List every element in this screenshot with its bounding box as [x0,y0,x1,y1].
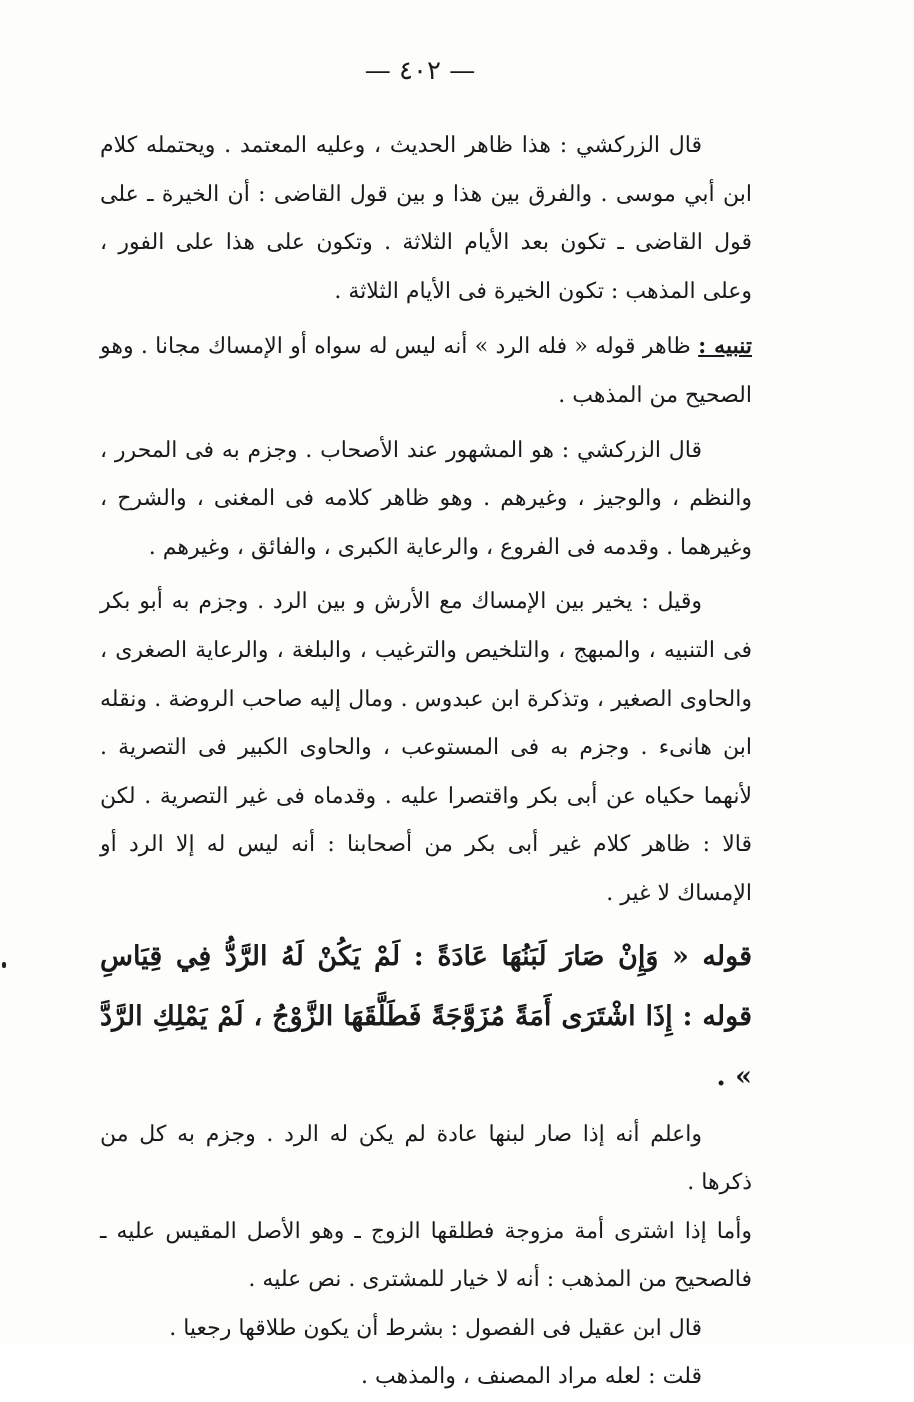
note-text: ظاهر قوله « فله الرد » أنه ليس له سواه أو الإمساك مجانا . وهو الصحيح من المذهب . [100,334,752,408]
paragraph-ibn-aqil: قال ابن عقيل فى الفصول : بشرط أن يكون طلاقها رجعيا . [169,1315,702,1341]
page-number: — ٤٠٢ — [364,56,476,86]
paragraph-wa-amma: وأما إذا اشترى أمة مزوجة فطلقها الزوج ـ وهو الأصل المقيس عليه ـ فالصحيح من المذهب : أنه لا خيار للمشترى . نص عليه . [100,1218,752,1293]
note-label: تنبيه : [698,333,752,360]
paragraph-matn-heading: قوله « وَإِنْ صَارَ لَبَنُهَا عَادَةً : لَمْ يَكُنْ لَهُ الرَّدُّ فِي قِيَاسِ قوله : إِذَا اشْتَرَى أَمَةً مُزَوَّجَةً فَطَلَّقَهَا الزَّوْجُ ، لَمْ يَمْلِكِ الرَّدَّ » . [100,940,752,1092]
paragraph-note [100,322,752,420]
page-body [100,122,752,1402]
paragraph-zarkashi-2: قال الزركشي : هو المشهور عند الأصحاب . وجزم به فى المحرر ، والنظم ، والوجيز ، وغيرهم . وهو ظاهر كلامه فى المغنى ، والشرح ، وغيرهما . وقدمه فى الفروع ، والرعاية الكبرى ، والفائق ، وغيرهم . [100,437,752,560]
margin-speck [2,962,6,968]
paragraph-qila: وقيل : يخير بين الإمساك مع الأرش و بين الرد . وجزم به أبو بكر فى التنبيه ، والمبهج ، والتلخيص والترغيب ، والبلغة ، والرعاية الصغرى ، والحاوى الصغير ، وتذكرة ابن عبدوس . ومال إليه صاحب الروضة . ونقله ابن هانىء . وجزم به فى المستوعب ، والحاوى الكبير فى التصرية . لأنهما حكياه عن أبى بكر واقتصرا عليه . وقدماه فى غير التصرية . لكن قالا : ظاهر كلام غير أبى بكر من أصحابنا : أنه ليس له إلا الرد أو الإمساك لا غير . [100,589,752,906]
paragraph-zarkashi-1: قال الزركشي : هذا ظاهر الحديث ، وعليه المعتمد . ويحتمله كلام ابن أبي موسى . والفرق بين هذا و بين قول القاضى : أن الخيرة ـ على قول القاضى ـ تكون بعد الأيام الثلاثة . وتكون على هذا على الفور ، وعلى المذهب : تكون الخيرة فى الأيام الثلاثة . [100,133,752,304]
paragraph-qultu: قلت : لعله مراد المصنف ، والمذهب . [360,1364,702,1390]
paragraph-wa-alam: واعلم أنه إذا صار لبنها عادة لم يكن له الرد . وجزم به كل من ذكرها . [100,1121,752,1196]
